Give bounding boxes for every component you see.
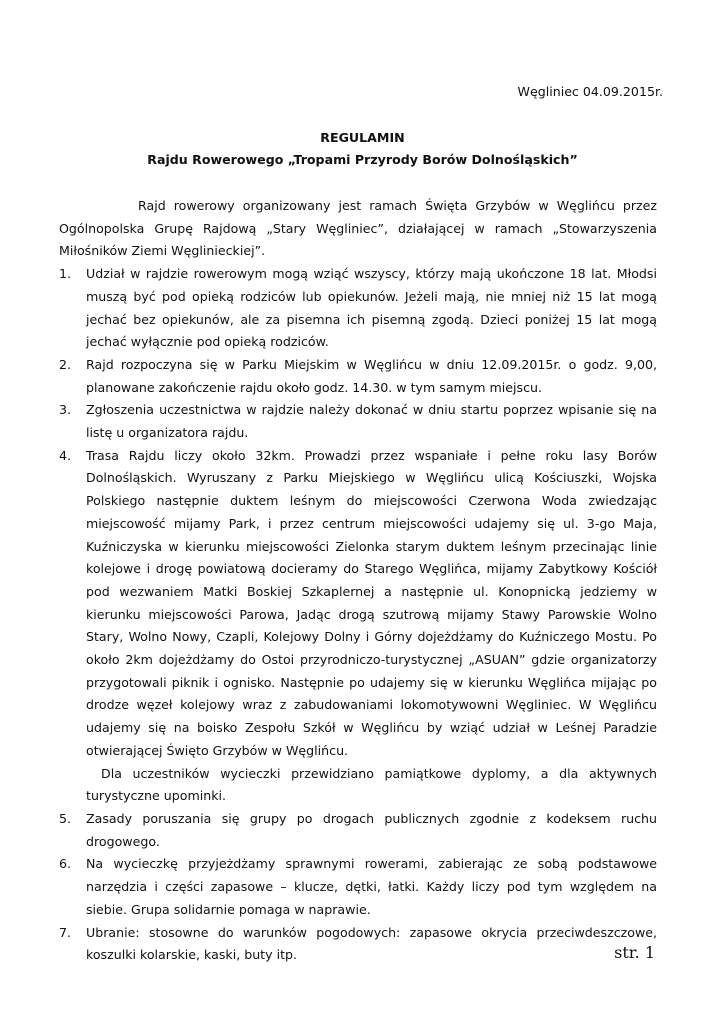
rule-extra-text: Dla uczestników wycieczki przewidziano pamiątkowe dyplomy, a dla aktywnych turystyczne upominki. — [86, 765, 657, 804]
rule-number: 3. — [59, 402, 72, 418]
rule-number: 4. — [59, 447, 72, 463]
rule-item-2 — [59, 354, 657, 399]
rule-number: 1. — [59, 266, 72, 282]
intro-paragraph: Rajd rowerowy organizowany jest ramach Święta Grzybów w Węglińcu przez Ogólnopolska Grupę Rajdową „Stary Węgliniec”, działającej w ramach „Stowarzyszenia Miłośników Ziemi Węglinieckiej”. — [59, 198, 657, 259]
rule-item-6 — [59, 853, 657, 921]
rule-number: 2. — [59, 356, 72, 372]
rule-item-3 — [59, 399, 657, 444]
rule-text: Ubranie: stosowne do warunków pogodowych: zapasowe okrycia przeciwdeszczowe, koszulki kolarskie, kaski, buty itp. — [86, 924, 657, 963]
document-title: REGULAMIN — [320, 130, 405, 145]
rule-text: Trasa Rajdu liczy około 32km. Prowadzi przez wspaniałe i pełne roku lasy Borów Dolnośląskich. Wyruszany z Parku Miejskiego w Węglińcu ulicą Kościuszki, Wojska Polskiego następnie duktem leśnym do miejscowości Czerwona Woda zwiedzając miejscowość mijamy Park, i przez centrum miejscowości udajemy się ul. 3-go Maja, Kuźniczyska w kierunku miejscowości Zielonka starym duktem leśnym przecinając linie kolejowe i drogę powiatową docieramy do Starego Węglińca, mijamy Zabytkowy Kościół pod wezwaniem Matki Boskiej Szkaplernej a następnie ul. Konopnicką jedziemy w kierunku miejscowości Parowa, Jadąc drogą szutrową mijamy Stawy Parowskie Wolno Stary, Wolno Nowy, Czapli, Kolejowy Dolny i Górny dojeżdżamy do Kuźniczego Mostu. Po około 2km dojeżdżamy do Ostoi przyrodniczo-turystycznej „ASUAN” gdzie organizatorzy przygotowali piknik i ognisko. Następnie po udajemy się w kierunku Węglińca mijając po drodze węzeł kolejowy wraz z zabudowaniami lokomotywowni Węgliniec. W Węglińcu udajemy się na boisko Zespołu Szkół w Węglińcu by wziąć udział w Leśnej Paradzie otwierającej Święto Grzybów w Węglińcu. — [86, 447, 657, 758]
rule-item-5 — [59, 808, 657, 853]
rule-text: Na wycieczkę przyjeżdżamy sprawnymi rowerami, zabierając ze sobą podstawowe narzędzia i części zapasowe – klucze, dętki, łatki. Każdy liczy pod tym względem na siebie. Grupa solidarnie pomaga w naprawie. — [86, 856, 657, 917]
document-body — [59, 195, 657, 967]
document-date: Węgliniec 04.09.2015r. — [517, 84, 663, 99]
rule-item-1 — [59, 263, 657, 354]
rule-text: Rajd rozpoczyna się w Parku Miejskim w Węglińcu w dniu 12.09.2015r. o godz. 9,00, planowane zakończenie rajdu około godz. 14.30. w tym samym miejscu. — [86, 356, 657, 395]
rule-number: 7. — [59, 924, 72, 940]
rule-text: Udział w rajdzie rowerowym mogą wziąć wszyscy, którzy mają ukończone 18 lat. Młodsi muszą być pod opieką rodziców lub opiekunów. Jeżeli mają, nie mniej niż 15 lat mogą jechać bez opiekunów, ale za pisemna ich pisemną zgodą. Dzieci poniżej 15 lat mogą jechać wyłącznie pod opieką rodziców. — [86, 266, 657, 350]
rule-text: Zgłoszenia uczestnictwa w rajdzie należy dokonać w dniu startu poprzez wpisanie się na listę u organizatora rajdu. — [86, 402, 657, 441]
rule-number: 6. — [59, 856, 72, 872]
rule-text: Zasady poruszania się grupy po drogach publicznych zgodnie z kodeksem ruchu drogowego. — [86, 810, 657, 849]
document-subtitle: Rajdu Rowerowego „Tropami Przyrody Borów Dolnośląskich” — [147, 152, 578, 167]
rules-list — [59, 263, 657, 967]
rule-item-7 — [59, 922, 657, 967]
rule-item-4 — [59, 445, 657, 808]
rule-number: 5. — [59, 810, 72, 826]
page-number: str. 1 — [614, 943, 655, 962]
